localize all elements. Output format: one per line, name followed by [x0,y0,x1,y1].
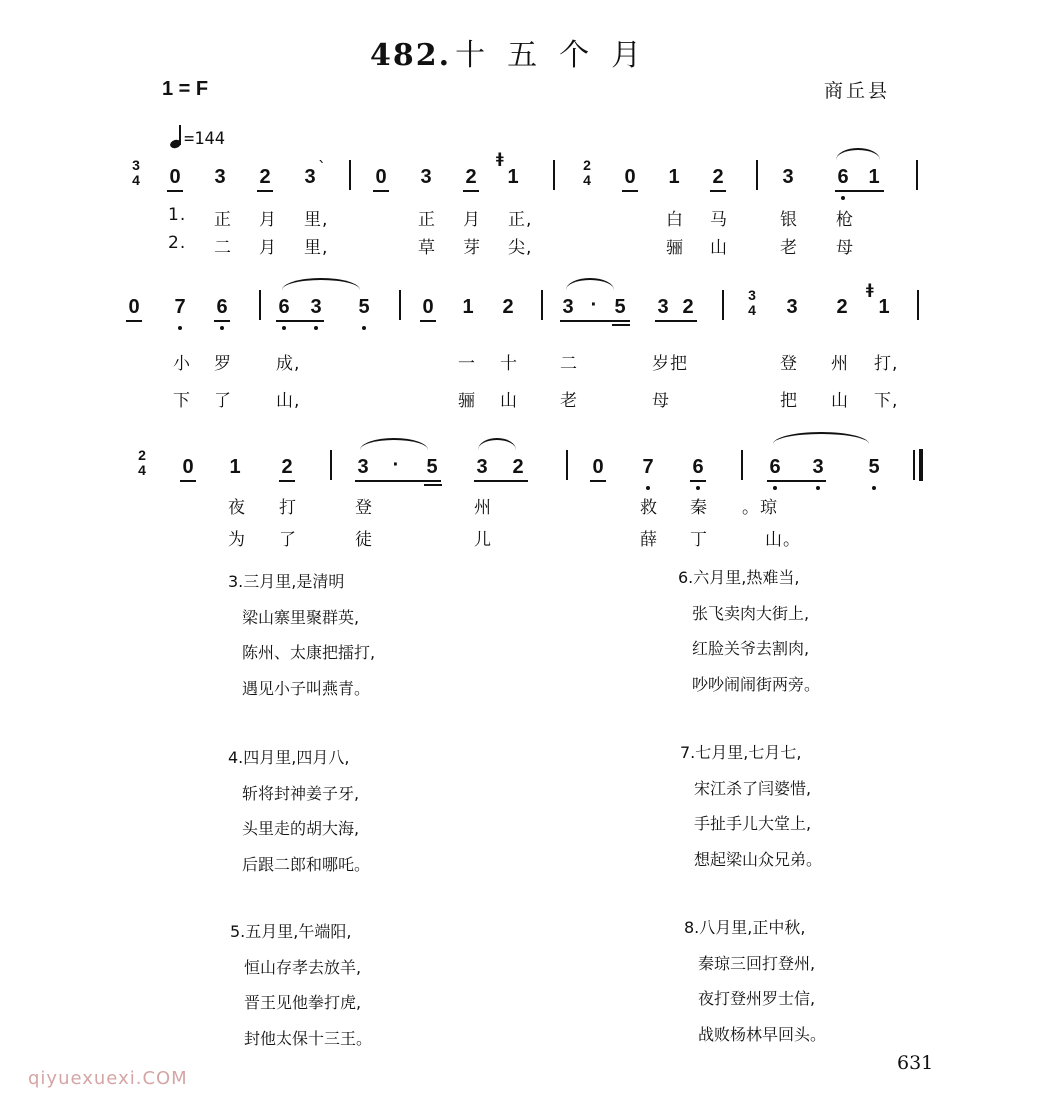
verse-line: 梁山寨里聚群英, [242,607,360,627]
grace-mark: ǂ [496,151,504,167]
low-octave-dot [696,486,700,490]
lyric: 救 [640,498,658,518]
bar-line [259,290,261,320]
note: 3 [420,166,432,188]
verse-line: 后跟二郎和哪吒。 [242,854,371,874]
note: 6 [216,296,228,318]
verse-line: 秦琼三回打登州, [698,953,816,973]
note: 3 [304,166,316,188]
lyric: 了 [214,391,232,411]
underline [474,480,528,482]
verse-line: 想起梁山众兄弟。 [694,849,823,869]
lyric: 儿 [474,530,492,550]
region-label: 商丘县 [824,80,891,102]
grace-mark: ` [318,158,326,177]
lyric: 尖, [508,238,533,258]
verse-line: 3.三月里,是清明 [228,572,345,591]
low-octave-dot [646,486,650,490]
verse-7 [680,735,822,877]
lyric: 二 [214,238,232,258]
verse-line: 战败杨林早回头。 [698,1024,827,1044]
song-title [370,30,663,74]
final-bar-thin [913,450,915,480]
bar-line [916,160,918,190]
lyric: 打, [874,354,899,374]
low-octave-dot [220,326,224,330]
lyric: 里, [304,210,329,230]
bar-line [349,160,351,190]
note: 0 [128,296,140,318]
lyric: 母 [836,238,854,258]
verse-line: 6.六月里,热难当, [678,568,800,587]
note: 1 [229,456,241,478]
bar-line [553,160,555,190]
note: 3 [786,296,798,318]
note: 2 [281,456,293,478]
lyric: 岁把 [652,354,688,374]
note: 6 [278,296,290,318]
note: 3 [782,166,794,188]
lyric: 正, [508,210,533,230]
bar-line [741,450,743,480]
lyric: 秦 [690,498,708,518]
note: 0 [422,296,434,318]
low-octave-dot [841,196,845,200]
lyric: 2. [168,233,187,253]
note: 2 [682,296,694,318]
lyric: 登 [355,498,373,518]
note: 1 [668,166,680,188]
dot-mark: · [590,294,598,316]
lyric: 老 [780,238,798,258]
lyric: 山, [276,391,301,411]
underline [214,320,230,322]
note: 2 [836,296,848,318]
underline [767,480,826,482]
lyric: 月 [259,238,277,258]
note: 0 [375,166,387,188]
bar-line [722,290,724,320]
lyric: 州 [831,354,849,374]
underline [126,320,142,322]
tempo-value: =144 [184,129,225,149]
underline [424,484,442,486]
lyric: 银 [780,210,798,230]
underline [835,190,884,192]
underline [373,190,389,192]
song-name: 十五个月 [455,38,664,73]
bar-line [917,290,919,320]
time-signature: 2 4 [138,447,146,478]
verse-line: 手扯手儿大堂上, [694,814,812,833]
note: 0 [182,456,194,478]
note: 3 [214,166,226,188]
low-octave-dot [314,326,318,330]
note: 3 [812,456,824,478]
verse-line: 宋江杀了闫婆惜, [694,778,812,798]
slur [478,438,516,450]
verse-line: 5.五月里,午端阳, [230,922,352,941]
lyric: 为 [228,530,246,550]
lyric: 一 [458,354,476,374]
grace-mark: ǂ [866,282,874,298]
lyric: 月 [259,210,277,230]
lyric: 成, [276,354,301,374]
verse-line: 斩将封神姜子牙, [242,783,360,803]
verse-line: 8.八月里,正中秋, [684,918,806,937]
lyric: 枪 [836,210,854,230]
time-signature: 3 4 [132,157,140,188]
note: 2 [465,166,477,188]
verse-4 [228,740,370,882]
lyric: 山。 [765,530,801,550]
underline [276,320,324,322]
bar-line [541,290,543,320]
lyric: 打 [279,498,297,518]
verse-line: 4.四月里,四月八, [228,748,350,767]
note: 3 [562,296,574,318]
verse-line: 陈州、太康把擂打, [242,643,376,662]
slur [360,438,428,450]
note: 3 [357,456,369,478]
slur [836,148,880,160]
low-octave-dot [178,326,182,330]
underline [710,190,726,192]
verse-line: 吵吵闹闹街两旁。 [692,674,821,694]
underline [612,324,630,326]
song-number: 482. [370,38,452,73]
note: 0 [624,166,636,188]
lyric: 丁 [690,530,708,550]
watermark: qiyuexuexi.COM [28,1068,188,1089]
underline [590,480,606,482]
verse-8 [684,910,826,1052]
lyric: 1. [168,205,187,225]
lyric: 正 [214,210,232,230]
lyric: 骊 [666,238,684,258]
bar-line [756,160,758,190]
lyric: 了 [279,530,297,550]
lyric: 里, [304,238,329,258]
note: 2 [712,166,724,188]
verse-line: 遇见小子叫燕青。 [242,678,371,698]
note: 1 [868,166,880,188]
slur [282,278,360,290]
slur [566,278,614,290]
page-number: 631 [897,1052,934,1074]
note: 2 [512,456,524,478]
note: 3 [476,456,488,478]
lyric: 芽 [463,238,481,258]
note: 6 [692,456,704,478]
note: 1 [507,166,519,188]
underline [167,190,183,192]
note: 2 [502,296,514,318]
lyric: 夜 [228,498,246,518]
note: 7 [174,296,186,318]
underline [420,320,436,322]
note: 5 [868,456,880,478]
note: 2 [259,166,271,188]
note: 6 [837,166,849,188]
time-signature: 2 4 [583,157,591,188]
lyric: 骊 [458,391,476,411]
verse-line: 头里走的胡大海, [242,819,360,838]
verse-line: 红脸关爷去割肉, [692,639,810,658]
underline [279,480,295,482]
verse-line: 张飞卖肉大街上, [692,603,810,623]
underline [463,190,479,192]
underline [690,480,706,482]
lyric: 山 [831,391,849,411]
note: 7 [642,456,654,478]
lyric: 州 [474,498,492,518]
low-octave-dot [816,486,820,490]
key-signature: 1 = F [162,78,209,100]
underline [655,320,697,322]
tempo-marking [170,126,225,149]
dot-mark: · [392,454,400,476]
verse-line: 封他太保十三王。 [244,1028,373,1048]
lyric: 山 [500,391,518,411]
bar-line [566,450,568,480]
lyric: 十 [500,354,518,374]
note: 6 [769,456,781,478]
verse-line: 晋王见他拳打虎, [244,993,362,1012]
lyric: 登 [780,354,798,374]
low-octave-dot [282,326,286,330]
note: 5 [358,296,370,318]
low-octave-dot [773,486,777,490]
bar-line [330,450,332,480]
lyric: 。琼 [742,498,778,518]
low-octave-dot [872,486,876,490]
note: 3 [657,296,669,318]
note: 1 [878,296,890,318]
lyric: 母 [652,391,670,411]
low-octave-dot [362,326,366,330]
final-bar-thick [919,449,923,481]
verse-line: 7.七月里,七月七, [680,743,802,762]
verse-line: 夜打登州罗士信, [698,989,816,1008]
lyric: 薛 [640,530,658,550]
lyric: 正 [418,210,436,230]
lyric: 把 [780,391,798,411]
lyric: 月 [463,210,481,230]
underline [560,320,630,322]
underline [622,190,638,192]
lyric: 草 [418,238,436,258]
note: 1 [462,296,474,318]
lyric: 马 [710,210,728,230]
verse-line: 恒山存孝去放羊, [244,957,362,977]
lyric: 下, [874,391,899,411]
underline [180,480,196,482]
note: 0 [592,456,604,478]
note: 3 [310,296,322,318]
note: 5 [426,456,438,478]
underline [257,190,273,192]
lyric: 老 [560,391,578,411]
lyric: 白 [666,210,684,230]
lyric: 徒 [355,530,373,550]
note: 0 [169,166,181,188]
lyric: 下 [173,391,191,411]
lyric: 山 [710,238,728,258]
lyric: 小 [173,354,191,374]
underline [355,480,441,482]
time-signature: 3 4 [748,287,756,318]
lyric: 二 [560,354,578,374]
verse-3 [228,564,375,706]
lyric: 罗 [214,354,232,374]
verse-5 [230,914,372,1056]
note: 5 [614,296,626,318]
verse-6 [678,560,820,702]
bar-line [399,290,401,320]
slur [773,432,869,444]
quarter-note-icon [170,126,184,148]
